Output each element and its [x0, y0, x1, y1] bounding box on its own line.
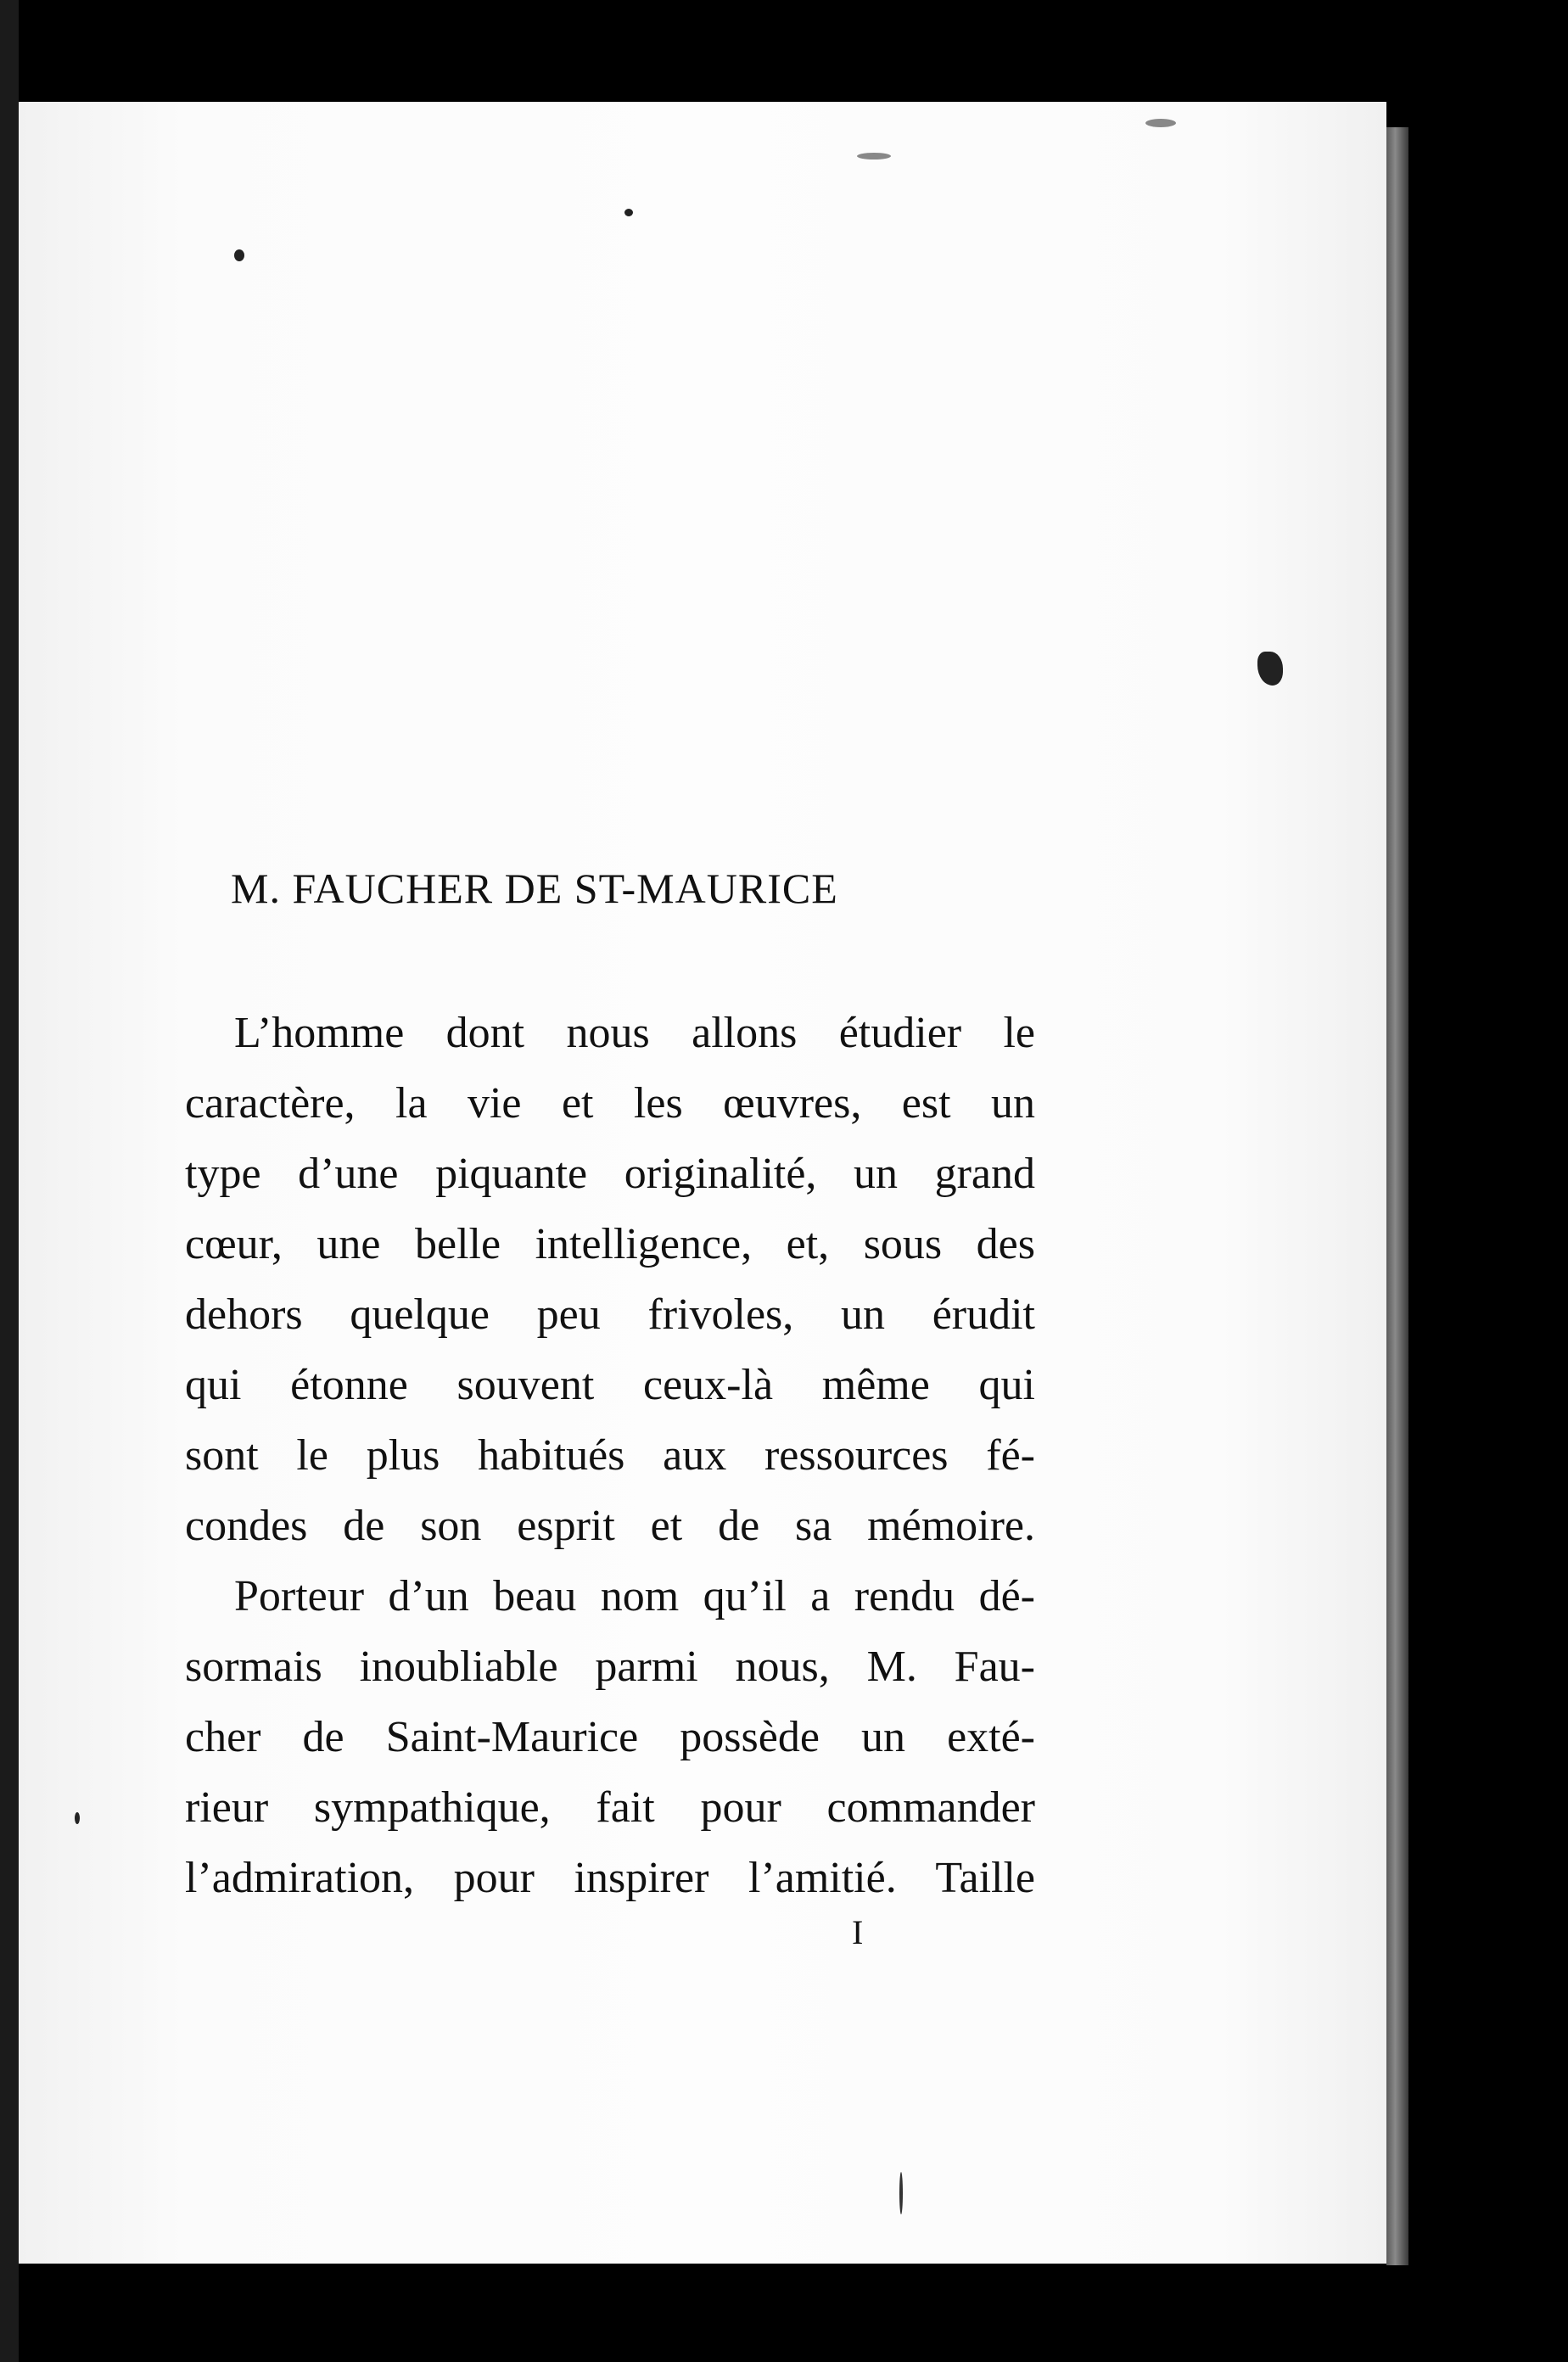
- text-line: condes de son esprit et de sa mémoire.: [185, 1502, 1035, 1550]
- page-number: I: [852, 1913, 864, 1951]
- dust-speck: [1145, 119, 1176, 127]
- dust-speck: [234, 249, 244, 261]
- text-line: type d’une piquante originalité, un grand: [185, 1150, 1035, 1198]
- text-line: qui étonne souvent ceux-là même qui: [185, 1361, 1035, 1409]
- paragraph: [185, 1561, 1035, 1913]
- book-page-edge: [1386, 127, 1408, 2265]
- text-line: cher de Saint-Maurice possède un exté-: [185, 1713, 1035, 1761]
- text-line: l’admiration, pour inspirer l’amitié. Taille: [185, 1854, 1035, 1902]
- paragraph: [185, 998, 1035, 1561]
- dust-speck: [857, 153, 891, 160]
- text-line: Porteur d’un beau nom qu’il a rendu dé-: [234, 1572, 1035, 1620]
- scan-border-left: [0, 0, 19, 2362]
- text-line: cœur, une belle intelligence, et, sous des: [185, 1220, 1035, 1268]
- dust-speck: [75, 1812, 80, 1824]
- dust-speck: [624, 209, 633, 216]
- chapter-title: M. FAUCHER DE ST-MAURICE: [231, 865, 838, 912]
- text-line: rieur sympathique, fait pour commander: [185, 1783, 1035, 1832]
- text-line: dehors quelque peu frivoles, un érudit: [185, 1290, 1035, 1339]
- dust-speck: [899, 2172, 903, 2214]
- text-line: sormais inoubliable parmi nous, M. Fau-: [185, 1643, 1035, 1691]
- body-text: [185, 998, 1035, 1913]
- text-line: caractère, la vie et les œuvres, est un: [185, 1079, 1035, 1128]
- text-line: sont le plus habitués aux ressources fé-: [185, 1431, 1035, 1480]
- text-line: L’homme dont nous allons étudier le: [234, 1009, 1035, 1057]
